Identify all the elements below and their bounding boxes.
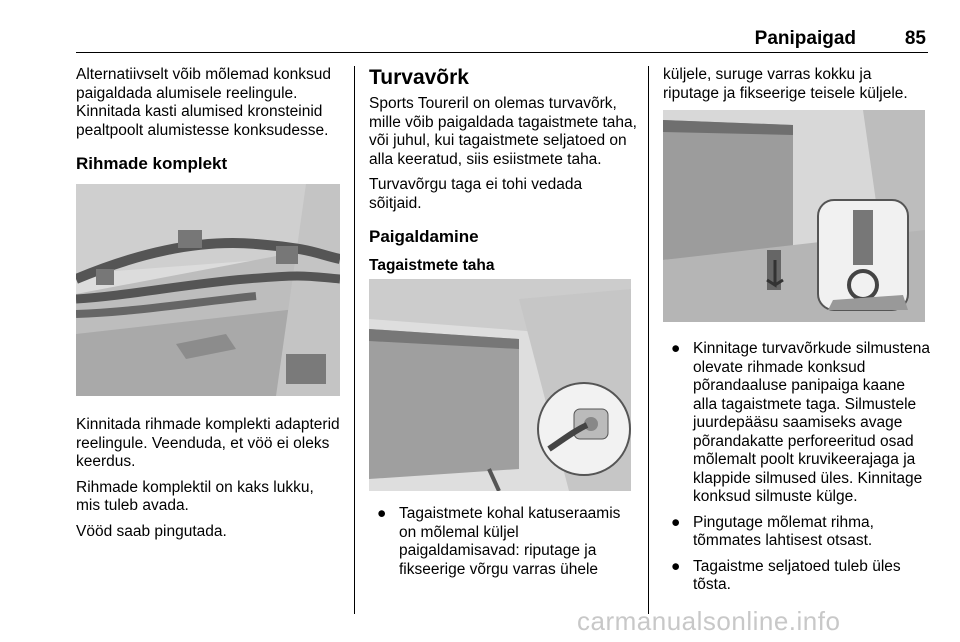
section-title-large: Turvavõrk: [369, 66, 469, 89]
column-divider: [648, 66, 649, 614]
paragraph: Sports Toureril on olemas turvavõrk, mille võib paigaldada tagaistmete taha, või juhul, kui tagaistmete seljatoed on alla keeratud, siis esiistmete taha.: [369, 95, 637, 168]
page-header: [76, 26, 928, 53]
paragraph: Turvavõrgu taga ei tohi vedada sõitjaid.: [369, 176, 583, 212]
list-item: [663, 558, 931, 595]
subsection-heading: Paigaldamine: [369, 227, 479, 246]
column-left: [76, 66, 342, 548]
list-item: [663, 340, 931, 507]
list-item-text: Tagaistme seljatoed tuleb üles tõsta.: [693, 557, 901, 593]
strap-kit-illustration: [76, 184, 340, 396]
list-item-text: Kinnitage turvavõrkude silmustena olevate rihmade konksud põrandaaluse panipaiga kaane alla tagaistmete taga. Silmustele juurdepääsu saamiseks avage põrandakatte perforeeritud osad mõlemalt poolt kruvikeerajaga ja klappide silmused üles. Kinnitage konksud silmuste külge.: [693, 340, 930, 505]
paragraph: Kinnitada rihmade komplekti adapterid reelingule. Veenduda, et vöö ei oleks keerdus.: [76, 416, 340, 470]
bullet-symbol: ●: [671, 340, 681, 357]
bullet-symbol: ●: [671, 513, 681, 531]
list-item-text: Pingutage mõlemat rihma, tõmmates lahtisest otsast.: [693, 513, 874, 549]
safety-net-rear-seat-illustration: [369, 279, 631, 491]
minor-heading: Tagaistmete taha: [369, 257, 495, 274]
watermark: carmanualsonline.info: [577, 606, 841, 636]
list-item-text: Tagaistmete kohal katuseraamis on mõlemal küljel paigaldamisavad: riputage ja fikseerige võrgu varras ühele: [399, 505, 621, 578]
bullet-symbol: ●: [377, 505, 387, 522]
safety-net-hook-illustration: [663, 110, 925, 322]
list-item: [663, 514, 931, 551]
column-divider: [354, 66, 355, 614]
bullet-symbol: ●: [671, 557, 681, 575]
page-number: 85: [904, 28, 926, 49]
paragraph: Vööd saab pingutada.: [76, 522, 227, 540]
column-right: [663, 66, 931, 602]
intro-paragraph: Alternatiivselt võib mõlemad konksud paigaldada alumisele reelingule. Kinnitada kasti alumised kronsteinid pealtpoolt alumistesse konksudesse.: [76, 66, 332, 139]
section-heading: Rihmade komplekt: [76, 154, 228, 173]
paragraph: küljele, suruge varras kokku ja riputage ja fikseerige teisele küljele.: [663, 66, 908, 102]
section-title: Panipaigad: [754, 28, 856, 49]
list-item: [369, 505, 637, 579]
paragraph: Rihmade komplektil on kaks lukku, mis tuleb avada.: [76, 478, 314, 514]
column-middle: [369, 66, 637, 586]
